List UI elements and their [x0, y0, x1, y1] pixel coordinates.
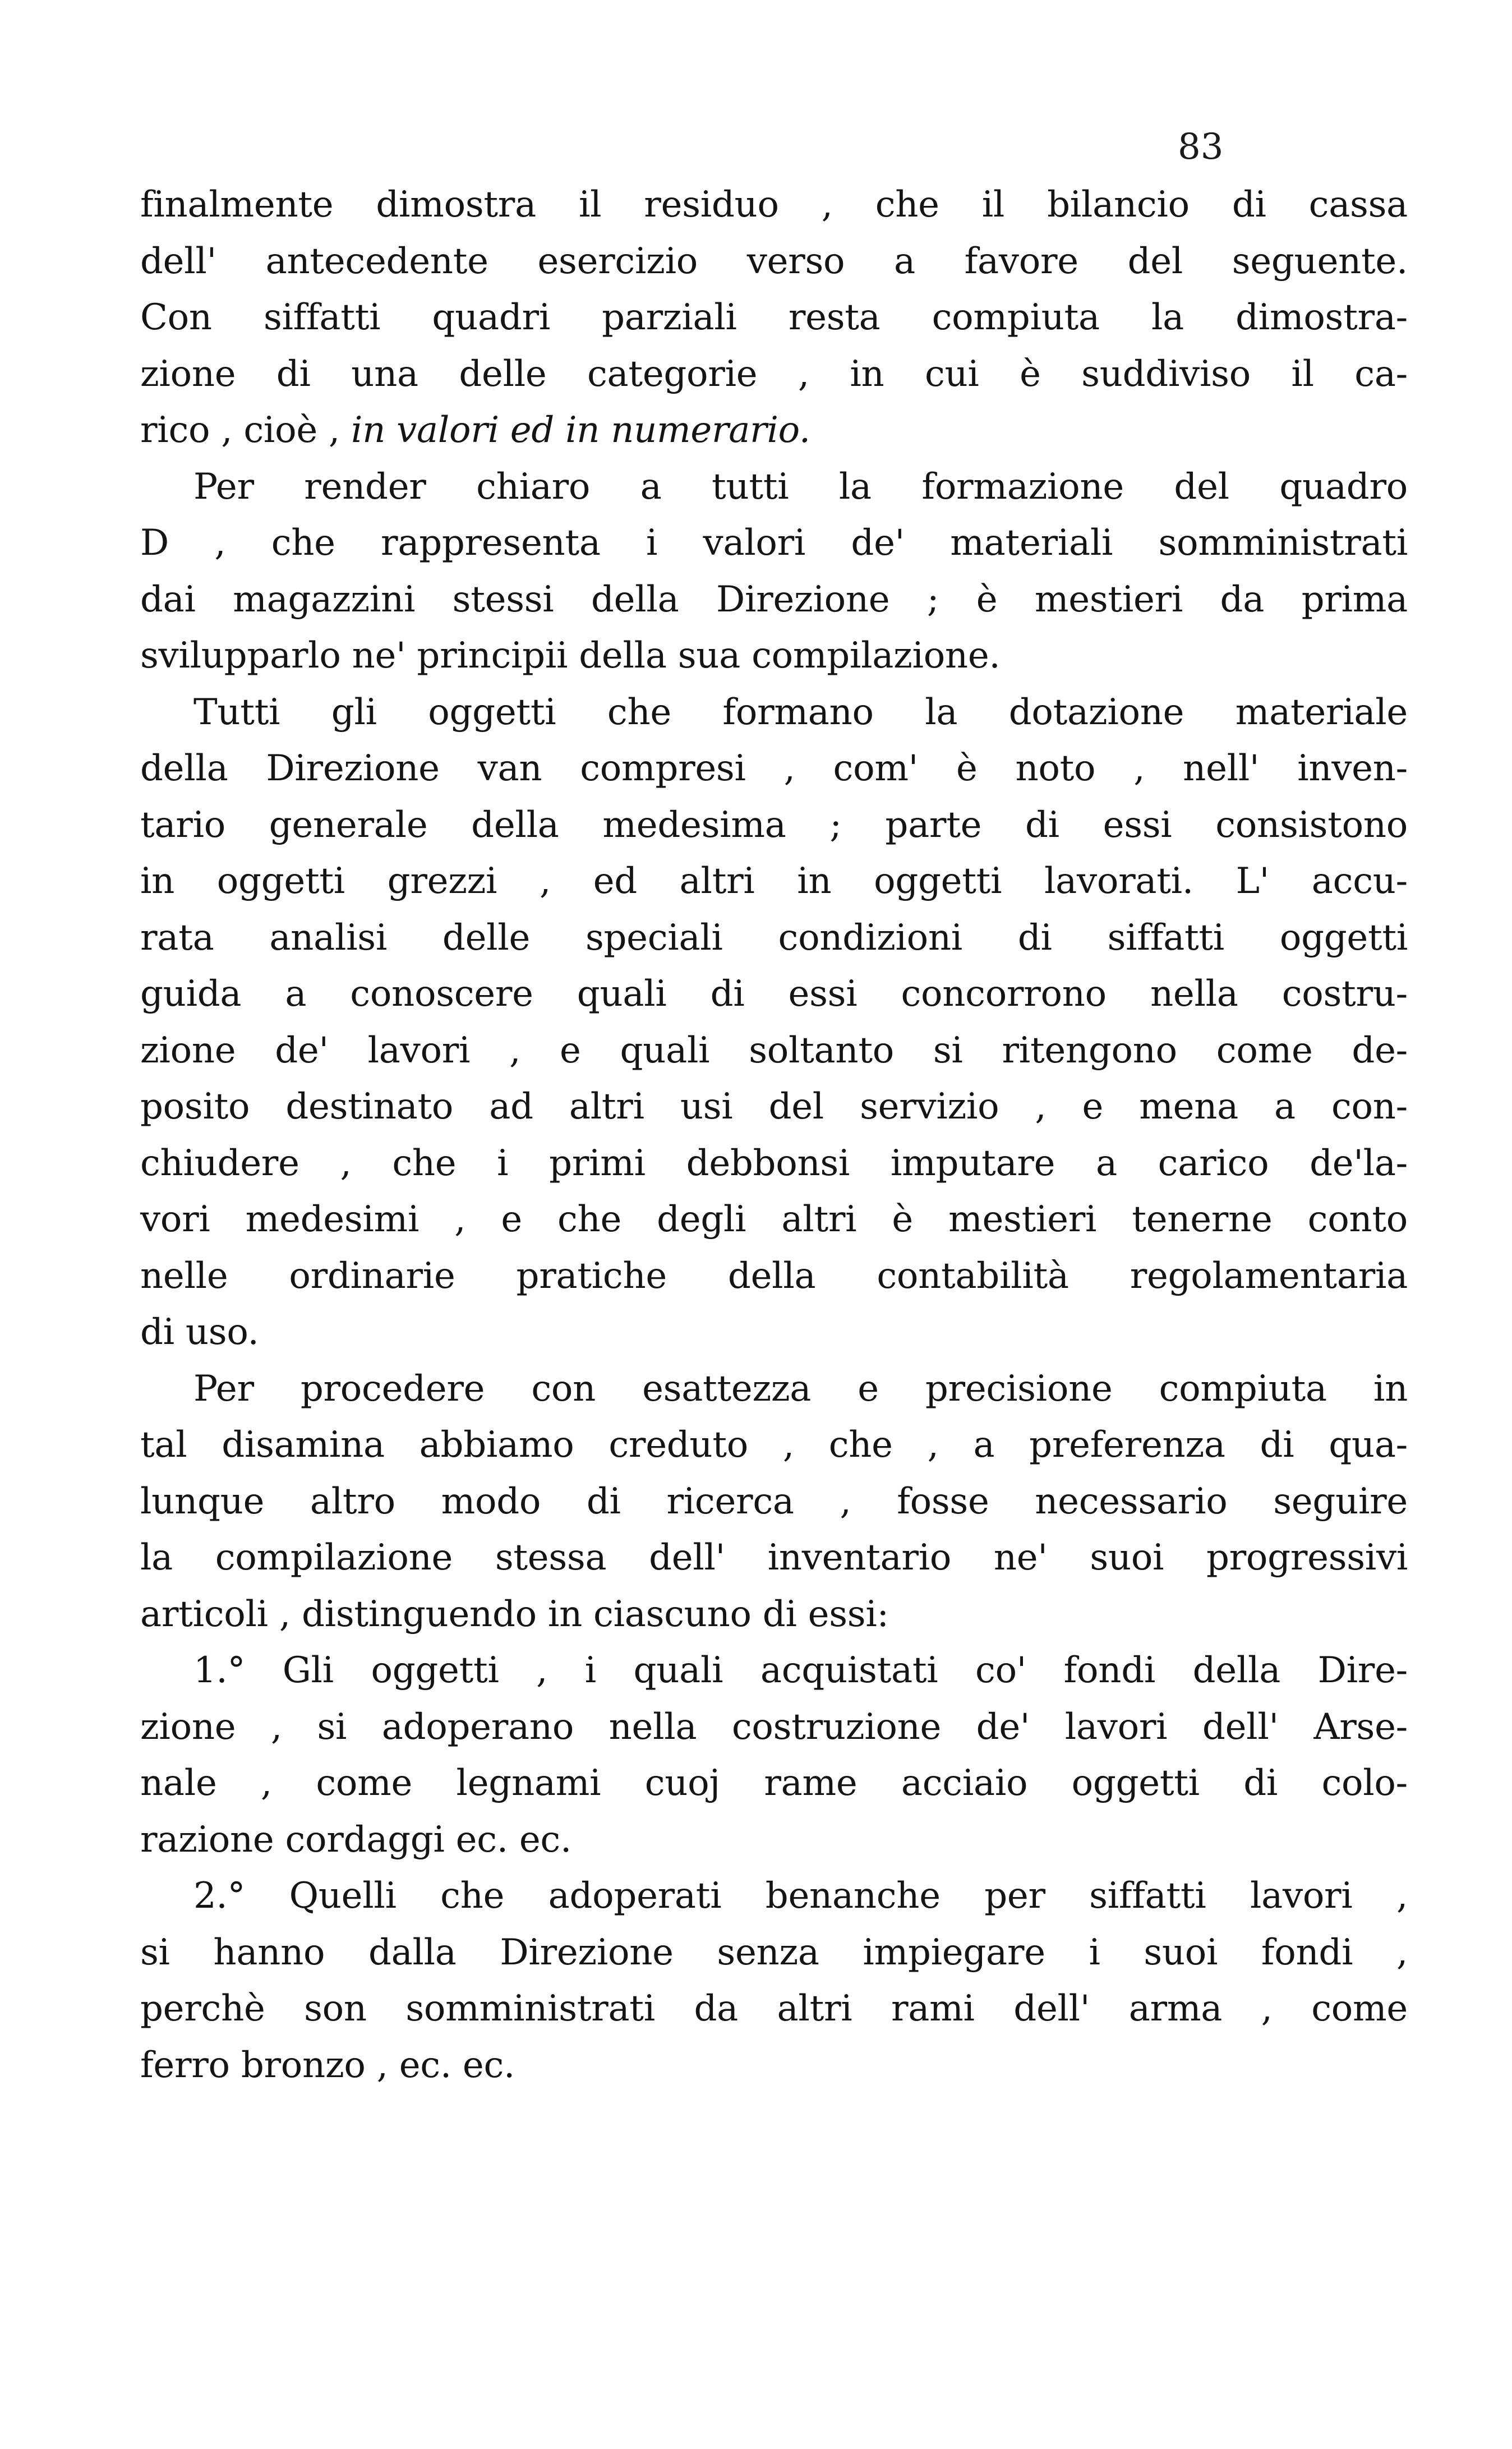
text-line: svilupparlo ne' principii della sua compilazione.	[140, 635, 1001, 676]
list-item	[140, 1868, 1408, 2093]
list-item	[140, 1642, 1408, 1868]
text-line: di uso.	[140, 1311, 259, 1353]
text-line: Per procedere con esattezza e precisione compiuta in	[193, 1368, 1408, 1410]
text-line: zione de' lavori , e quali soltanto si ritengono come de-	[140, 1029, 1408, 1071]
text-line: zione di una delle categorie , in cui è suddiviso il ca-	[140, 353, 1408, 395]
text-line: Per render chiaro a tutti la formazione del quadro	[193, 466, 1408, 508]
page-number: 83	[1178, 126, 1224, 168]
text-line: si hanno dalla Direzione senza impiegare i suoi fondi ,	[140, 1931, 1408, 1973]
text-line: D , che rappresenta i valori de' materiali somministrati	[140, 522, 1408, 564]
text-line: nelle ordinarie pratiche della contabilità regolamentaria	[140, 1255, 1408, 1297]
text-line: razione cordaggi ec. ec.	[140, 1819, 572, 1861]
text-line: la compilazione stessa dell' inventario ne' suoi progressivi	[140, 1537, 1408, 1578]
body-text	[140, 177, 1408, 2093]
text-line: articoli , distinguendo in ciascuno di essi:	[140, 1593, 889, 1635]
text-line: della Direzione van compresi , com' è noto , nell' inven-	[140, 748, 1408, 789]
text-line: vori medesimi , e che degli altri è mestieri tenerne conto	[140, 1199, 1408, 1240]
text-line: finalmente dimostra il residuo , che il bilancio di cassa	[140, 184, 1408, 225]
italic-phrase: in valori ed in numerario.	[351, 409, 810, 451]
paragraph	[140, 177, 1408, 459]
text-line: dell' antecedente esercizio verso a favore del seguente.	[140, 240, 1408, 282]
text-line: guida a conoscere quali di essi concorrono nella costru-	[140, 973, 1408, 1015]
paragraph	[140, 1361, 1408, 1643]
text-line: Tutti gli oggetti che formano la dotazione materiale	[193, 691, 1408, 733]
text-line: perchè son somministrati da altri rami dell' arma , come	[140, 1988, 1408, 2029]
text-line: chiudere , che i primi debbonsi imputare a carico de'la-	[140, 1142, 1408, 1184]
text-run: rico , cioè ,	[140, 409, 340, 451]
paragraph	[140, 459, 1408, 684]
text-line: Con siffatti quadri parziali resta compiuta la dimostra-	[140, 297, 1408, 338]
text-line: tario generale della medesima ; parte di essi consistono	[140, 804, 1408, 846]
text-line: ferro bronzo , ec. ec.	[140, 2044, 515, 2086]
text-line: 1.° Gli oggetti , i quali acquistati co' fondi della Dire-	[193, 1650, 1408, 1691]
text-line: nale , come legnami cuoj rame acciaio oggetti di colo-	[140, 1762, 1408, 1804]
text-line: 2.° Quelli che adoperati benanche per siffatti lavori ,	[193, 1875, 1408, 1917]
text-line	[140, 402, 1408, 459]
text-line: rata analisi delle speciali condizioni di siffatti oggetti	[140, 917, 1408, 959]
text-line: tal disamina abbiamo creduto , che , a preferenza di qua-	[140, 1424, 1408, 1466]
text-line: lunque altro modo di ricerca , fosse necessario seguire	[140, 1480, 1408, 1522]
text-line: in oggetti grezzi , ed altri in oggetti lavorati. L' accu-	[140, 860, 1408, 902]
text-line: dai magazzini stessi della Direzione ; è mestieri da prima	[140, 578, 1408, 620]
text-line: posito destinato ad altri usi del servizio , e mena a con-	[140, 1086, 1408, 1127]
paragraph	[140, 684, 1408, 1361]
text-line: zione , si adoperano nella costruzione de' lavori dell' Arse-	[140, 1706, 1408, 1748]
